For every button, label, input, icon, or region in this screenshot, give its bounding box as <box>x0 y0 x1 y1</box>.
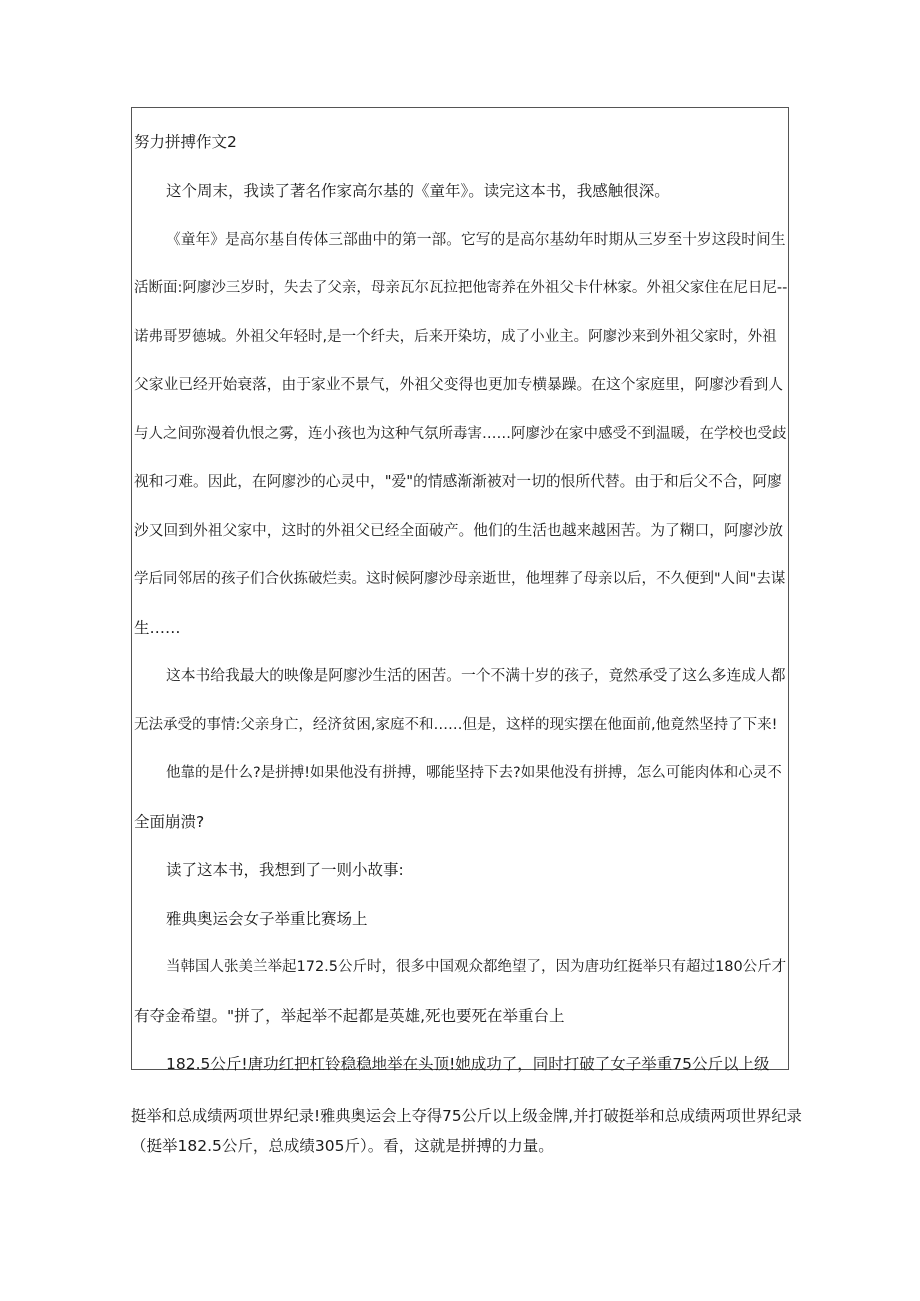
paragraph-line: 这本书给我最大的映像是阿廖沙生活的困苦。一个不满十岁的孩子，竟然承受了这么多连成人都 <box>166 667 786 684</box>
paragraph-line: 他靠的是什么?是拼搏!如果他没有拼搏，哪能坚持下去?如果他没有拼搏，怎么可能肉体和心灵不 <box>166 765 782 781</box>
continuation-line: 挺举和总成绩两项世界纪录!雅典奥运会上夺得75公斤以上级金牌,并打破挺举和总成绩两项世界纪录 <box>131 1107 802 1125</box>
paragraph-line: 182.5公斤!唐功红把杠铃稳稳地举在头顶!她成功了，同时打破了女子举重75公斤以上级 <box>166 1055 770 1073</box>
paragraph-line: 与人之间弥漫着仇恨之雾，连小孩也为这种气氛所毒害……阿廖沙在家中感受不到温暖，在学校也受歧 <box>134 426 787 442</box>
paragraph-line: 父家业已经开始衰落，由于家业不景气，外祖父变得也更加专横暴躁。在这个家庭里，阿廖沙看到人 <box>134 376 783 393</box>
paragraph-line: 无法承受的事情:父亲身亡，经济贫困,家庭不和……但是，这样的现实摆在他面前,他竟然坚持了下来! <box>134 717 778 733</box>
paragraph-line: 活断面:阿廖沙三岁时，失去了父亲，母亲瓦尔瓦拉把他寄养在外祖父卡什林家。外祖父家住在尼日尼-- <box>134 280 788 296</box>
paragraph-line: 学后同邻居的孩子们合伙拣破烂卖。这时候阿廖沙母亲逝世，他埋葬了母亲以后，不久便到"人间"去谋 <box>134 571 786 587</box>
document-title: 努力拼搏作文2 <box>134 133 237 151</box>
continuation-line: （挺举182.5公斤，总成绩305斤）。看，这就是拼搏的力量。 <box>131 1137 554 1155</box>
paragraph-line: 沙又回到外祖父家中，这时的外祖父已经全面破产。他们的生活也越来越困苦。为了糊口，阿廖沙放 <box>134 522 783 539</box>
paragraph-line: 雅典奥运会女子举重比赛场上 <box>166 910 368 928</box>
paragraph-line: 当韩国人张美兰举起172.5公斤时，很多中国观众都绝望了，因为唐功红挺举只有超过180公斤才 <box>166 959 787 975</box>
paragraph-line: 读了这本书，我想到了一则小故事: <box>166 861 404 879</box>
paragraph-line: 生…… <box>134 619 181 637</box>
paragraph-line: 视和刁难。因此，在阿廖沙的心灵中，"爱"的情感渐渐被对一切的恨所代替。由于和后父不合，阿廖 <box>134 473 782 490</box>
paragraph-line: 这个周末，我读了著名作家高尔基的《童年》。读完这本书，我感触很深。 <box>166 182 670 200</box>
paragraph-line: 诺弗哥罗德城。外祖父年轻时,是一个纤夫，后来开染坊，成了小业主。阿廖沙来到外祖父家时，外祖 <box>134 329 777 345</box>
paragraph-line: 《童年》是高尔基自传体三部曲中的第一部。它写的是高尔基幼年时期从三岁至十岁这段时间生 <box>166 231 786 248</box>
paragraph-line: 全面崩溃? <box>134 813 205 831</box>
paragraph-line: 有夺金希望。"拼了，举起举不起都是英雄,死也要死在举重台上 <box>134 1007 565 1025</box>
